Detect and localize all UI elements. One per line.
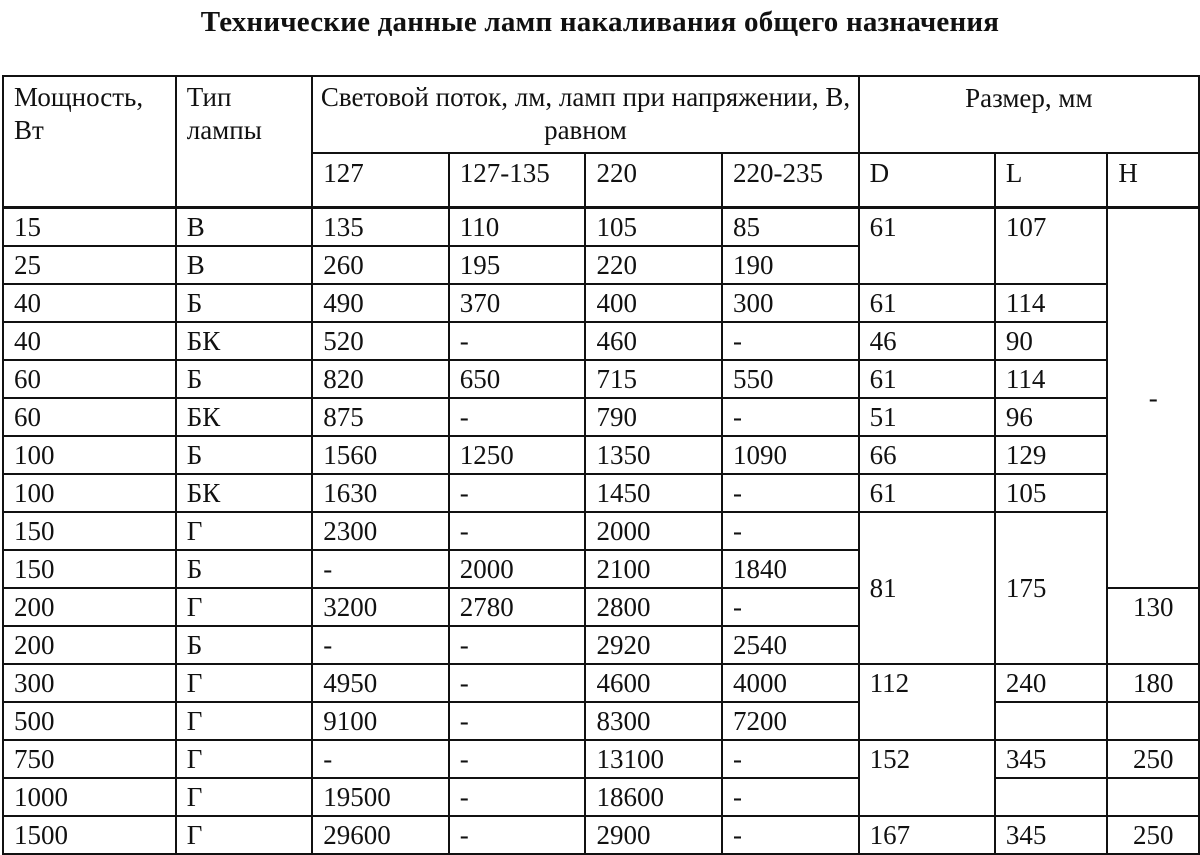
cell-size-d: 61 [859,474,995,512]
cell-flux-220: 8300 [585,702,722,740]
cell-flux-220-235: - [722,322,859,360]
cell-flux-220-235: - [722,588,859,626]
cell-size-l: 240 [995,664,1107,702]
header-size-d: D [859,153,995,208]
cell-flux-127-135: 650 [449,360,586,398]
cell-power: 500 [3,702,176,740]
header-voltage-220: 220 [585,153,722,208]
cell-flux-127-135: 2780 [449,588,586,626]
cell-size-h: 130 [1107,588,1199,664]
cell-lamp-type: Б [176,436,313,474]
cell-flux-220-235: 300 [722,284,859,322]
cell-flux-220: 18600 [585,778,722,816]
cell-flux-220-235: - [722,740,859,778]
cell-flux-220: 2100 [585,550,722,588]
cell-size-l: 175 [995,512,1107,664]
cell-size-d: 112 [859,664,995,740]
cell-size-d: 61 [859,284,995,322]
cell-flux-127: 260 [312,246,449,284]
table-row [3,284,1199,322]
cell-power: 40 [3,322,176,360]
cell-size-l: 114 [995,284,1107,322]
table-body [3,208,1199,855]
header-row-1 [3,76,1199,153]
header-size: Размер, мм [859,76,1199,153]
cell-size-l: 107 [995,208,1107,285]
table-row [3,436,1199,474]
cell-flux-127-135: - [449,626,586,664]
cell-power: 300 [3,664,176,702]
cell-lamp-type: Г [176,664,313,702]
cell-flux-127-135: - [449,398,586,436]
cell-flux-220-235: - [722,512,859,550]
cell-lamp-type: В [176,246,313,284]
cell-flux-220: 790 [585,398,722,436]
cell-power: 60 [3,360,176,398]
cell-size-h: 180 [1107,664,1199,702]
cell-flux-220: 2800 [585,588,722,626]
cell-flux-220-235: 7200 [722,702,859,740]
cell-flux-127-135: - [449,474,586,512]
cell-flux-127-135: 1250 [449,436,586,474]
cell-lamp-type: Б [176,550,313,588]
cell-power: 15 [3,208,176,247]
cell-size-h-empty [1107,778,1199,816]
cell-lamp-type: Г [176,702,313,740]
cell-size-d: 61 [859,208,995,285]
header-lamp-type: Тип лампы [176,76,313,208]
cell-lamp-type: БК [176,474,313,512]
cell-size-l: 345 [995,740,1107,778]
cell-power: 150 [3,512,176,550]
table-row [3,322,1199,360]
header-power: Мощность, Вт [3,76,176,208]
cell-lamp-type: БК [176,398,313,436]
cell-flux-127-135: - [449,702,586,740]
cell-power: 60 [3,398,176,436]
cell-lamp-type: Г [176,740,313,778]
table-row [3,816,1199,854]
cell-power: 100 [3,474,176,512]
cell-size-d: 61 [859,360,995,398]
cell-flux-220: 2900 [585,816,722,854]
cell-flux-220: 4600 [585,664,722,702]
cell-flux-127: 520 [312,322,449,360]
cell-flux-127: - [312,626,449,664]
cell-size-l: 129 [995,436,1107,474]
cell-flux-220-235: - [722,398,859,436]
header-size-h: H [1107,153,1199,208]
header-voltage-220-235: 220-235 [722,153,859,208]
cell-size-l-empty [995,778,1107,816]
cell-flux-127: 3200 [312,588,449,626]
table-row [3,360,1199,398]
cell-flux-220-235: - [722,816,859,854]
cell-flux-220: 105 [585,208,722,247]
cell-flux-220: 2920 [585,626,722,664]
cell-power: 200 [3,588,176,626]
cell-lamp-type: Г [176,512,313,550]
cell-flux-127-135: - [449,816,586,854]
cell-flux-127: - [312,740,449,778]
cell-flux-127: 2300 [312,512,449,550]
header-voltage-127-135: 127-135 [449,153,586,208]
page-title: Технические данные ламп накаливания общего назначения [200,6,1000,38]
lamp-data-table [2,75,1200,855]
header-size-l: L [995,153,1107,208]
cell-flux-127: 19500 [312,778,449,816]
cell-flux-220: 460 [585,322,722,360]
cell-power: 1000 [3,778,176,816]
cell-lamp-type: В [176,208,313,247]
cell-flux-127: 9100 [312,702,449,740]
cell-flux-220-235: 550 [722,360,859,398]
cell-power: 40 [3,284,176,322]
cell-size-h: 250 [1107,740,1199,778]
cell-lamp-type: Б [176,360,313,398]
cell-flux-220-235: 1090 [722,436,859,474]
cell-flux-127: 820 [312,360,449,398]
cell-size-d: 167 [859,816,995,854]
cell-flux-220-235: - [722,474,859,512]
cell-flux-127-135: 195 [449,246,586,284]
cell-flux-127-135: - [449,740,586,778]
cell-power: 100 [3,436,176,474]
cell-size-d: 51 [859,398,995,436]
cell-size-h-empty [1107,702,1199,740]
cell-size-d: 81 [859,512,995,664]
cell-flux-127: 135 [312,208,449,247]
cell-flux-127-135: 110 [449,208,586,247]
cell-power: 750 [3,740,176,778]
cell-flux-127: - [312,550,449,588]
cell-flux-220: 715 [585,360,722,398]
cell-size-h: - [1107,208,1199,589]
cell-flux-127: 875 [312,398,449,436]
cell-power: 1500 [3,816,176,854]
cell-lamp-type: Г [176,588,313,626]
cell-flux-127: 29600 [312,816,449,854]
cell-flux-220: 400 [585,284,722,322]
cell-flux-220: 13100 [585,740,722,778]
header-luminous-flux: Световой поток, лм, ламп при напряжении, В, равном [312,76,858,153]
cell-flux-127: 490 [312,284,449,322]
cell-power: 25 [3,246,176,284]
cell-lamp-type: Б [176,284,313,322]
table-row [3,778,1199,816]
cell-size-l: 105 [995,474,1107,512]
table-row [3,740,1199,778]
cell-flux-220: 1350 [585,436,722,474]
cell-size-d: 46 [859,322,995,360]
cell-flux-127-135: - [449,778,586,816]
cell-flux-127-135: - [449,322,586,360]
cell-power: 150 [3,550,176,588]
table-row [3,208,1199,247]
cell-flux-127-135: - [449,512,586,550]
table-row [3,474,1199,512]
cell-size-l: 96 [995,398,1107,436]
cell-flux-220-235: - [722,778,859,816]
cell-flux-127-135: 2000 [449,550,586,588]
cell-flux-220-235: 2540 [722,626,859,664]
cell-lamp-type: Г [176,816,313,854]
cell-size-d: 152 [859,740,995,816]
cell-flux-220-235: 85 [722,208,859,247]
table-row [3,398,1199,436]
cell-lamp-type: Б [176,626,313,664]
table-row [3,664,1199,702]
cell-flux-220-235: 4000 [722,664,859,702]
cell-size-l: 345 [995,816,1107,854]
cell-flux-127: 1560 [312,436,449,474]
cell-flux-220-235: 1840 [722,550,859,588]
cell-power: 200 [3,626,176,664]
cell-size-l: 90 [995,322,1107,360]
cell-lamp-type: БК [176,322,313,360]
cell-flux-127-135: - [449,664,586,702]
cell-flux-220: 2000 [585,512,722,550]
cell-flux-220: 1450 [585,474,722,512]
table-row [3,702,1199,740]
cell-flux-220: 220 [585,246,722,284]
cell-flux-127: 1630 [312,474,449,512]
cell-size-l-empty [995,702,1107,740]
cell-flux-220-235: 190 [722,246,859,284]
cell-size-d: 66 [859,436,995,474]
cell-flux-127: 4950 [312,664,449,702]
cell-flux-127-135: 370 [449,284,586,322]
cell-size-l: 114 [995,360,1107,398]
table-row [3,512,1199,550]
cell-size-h: 250 [1107,816,1199,854]
header-voltage-127: 127 [312,153,449,208]
cell-lamp-type: Г [176,778,313,816]
